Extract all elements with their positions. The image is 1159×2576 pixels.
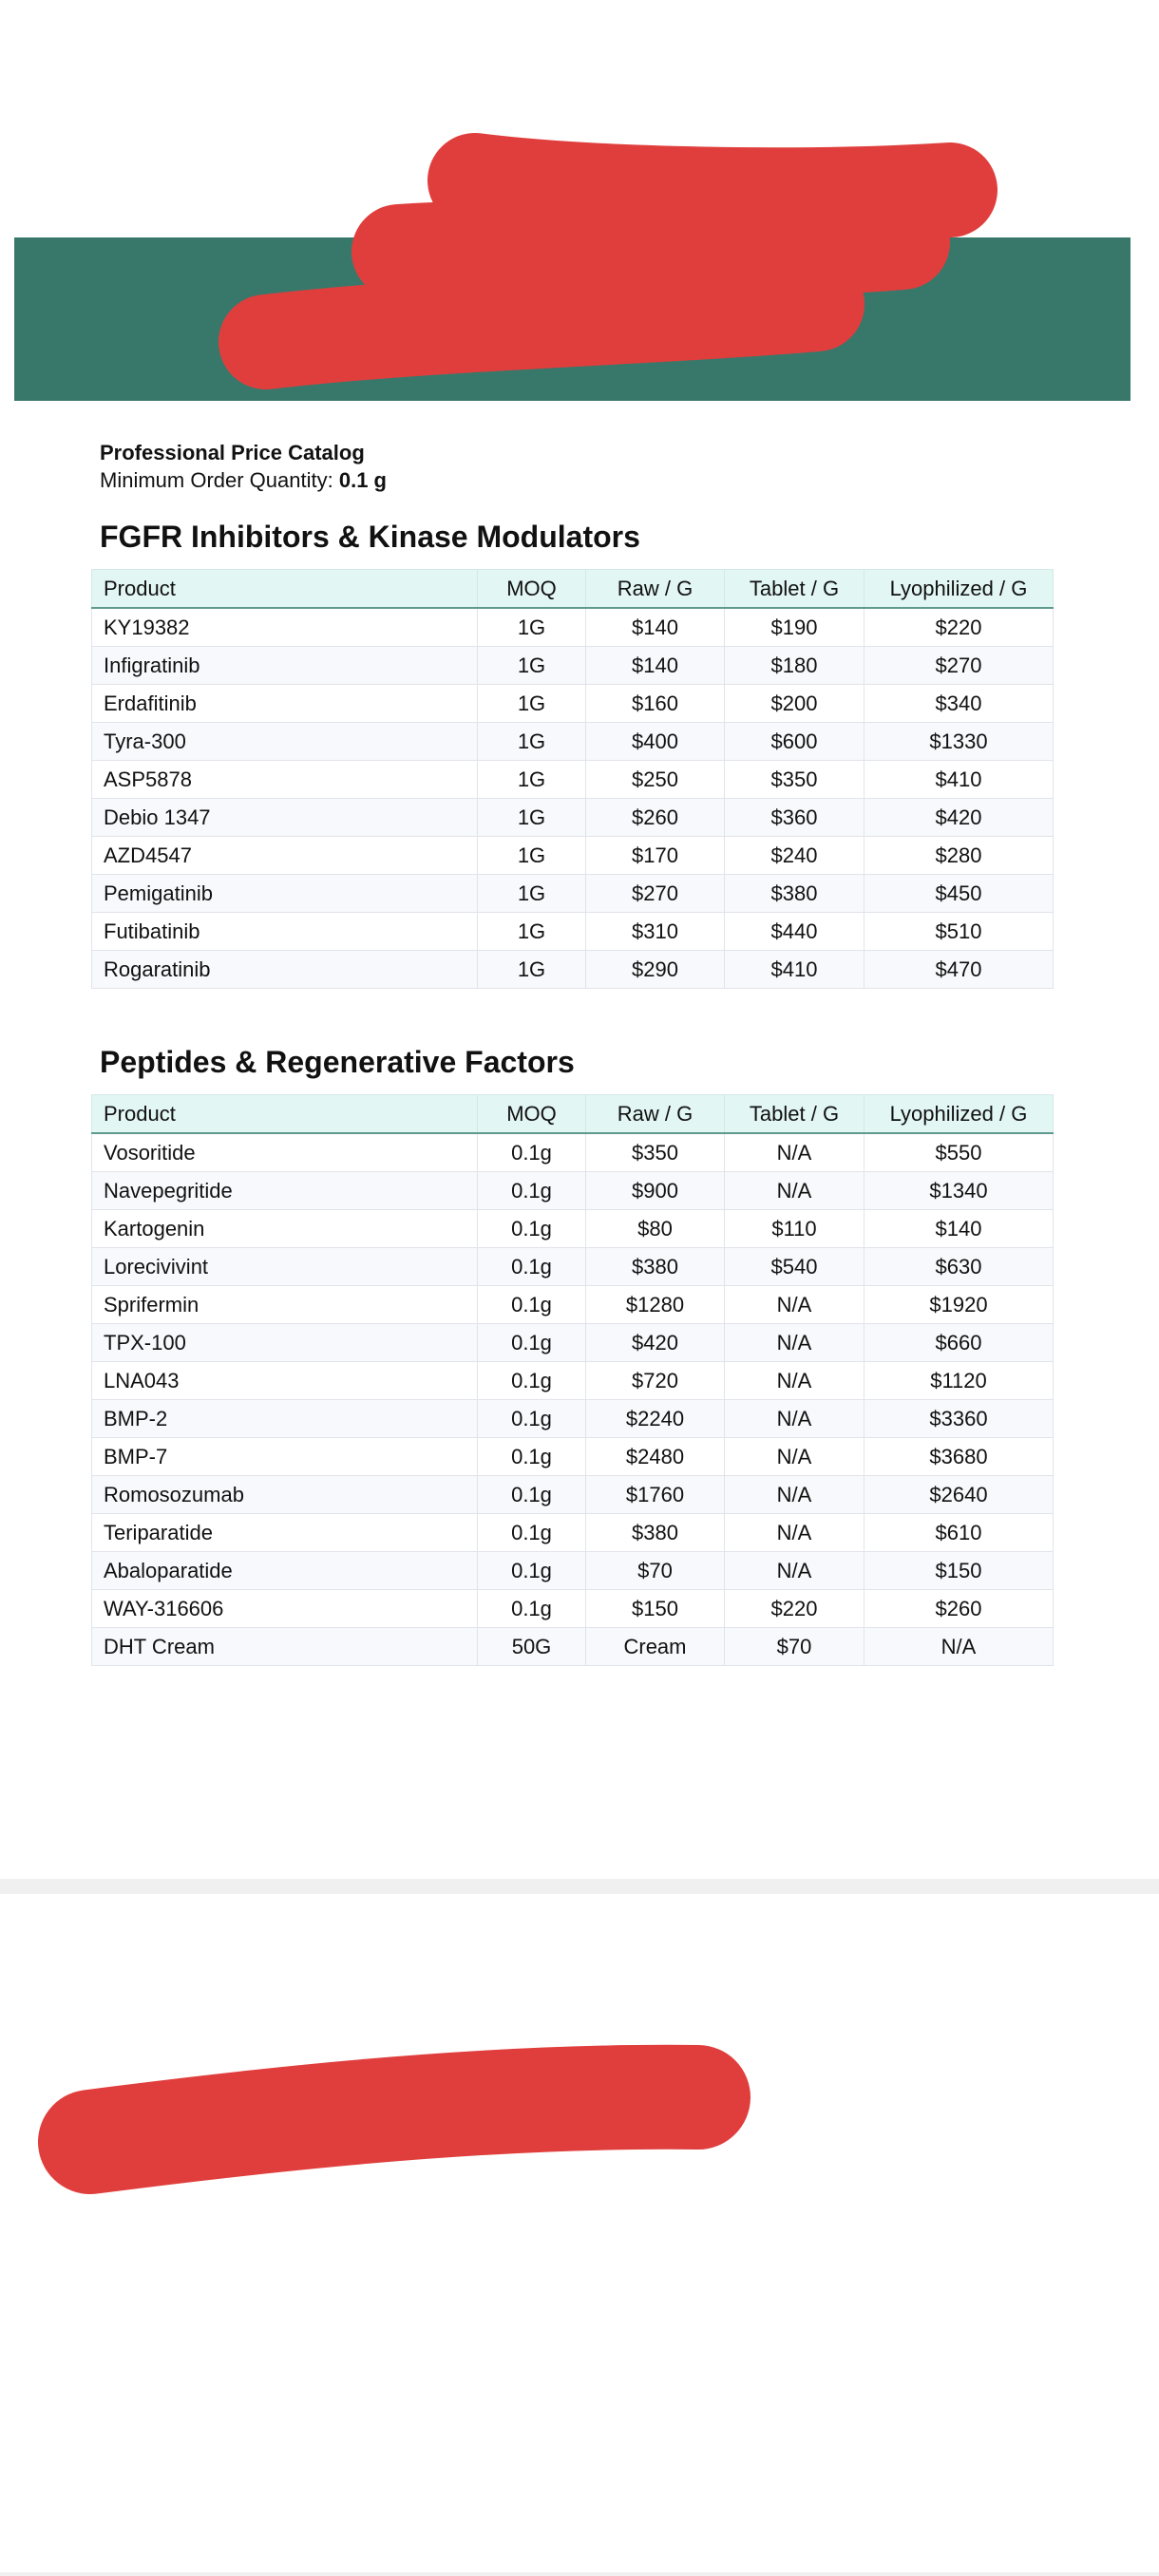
table-row [92,1590,1054,1628]
column-header-product: Product [92,1095,478,1134]
product-name: KY19382 [92,608,478,647]
product-name: Futibatinib [92,913,478,951]
column-header-moq: MOQ [478,570,586,609]
raw-price-cell: $80 [586,1210,725,1248]
tablet-price-cell: $410 [725,951,864,989]
moq-cell: 1G [478,875,586,913]
table-header-row [92,570,1054,609]
moq-cell: 0.1g [478,1210,586,1248]
tablet-price-cell: N/A [725,1514,864,1552]
moq-cell: 1G [478,951,586,989]
product-name: Vosoritide [92,1133,478,1172]
table-row [92,1210,1054,1248]
lyophilized-price-cell: $2640 [864,1476,1054,1514]
tablet-price-cell: $540 [725,1248,864,1286]
table-row [92,799,1054,837]
product-name: BMP-2 [92,1400,478,1438]
page-divider [0,1879,1159,1894]
table-row [92,1286,1054,1324]
lyophilized-price-cell: $220 [864,608,1054,647]
tablet-price-cell: N/A [725,1438,864,1476]
moq-cell: 0.1g [478,1400,586,1438]
table-row [92,1362,1054,1400]
moq-cell: 0.1g [478,1362,586,1400]
section-title-peptides: Peptides & Regenerative Factors [100,1045,575,1079]
tablet-price-cell: $240 [725,837,864,875]
catalog-title: Professional Price Catalog [100,441,365,464]
column-header-lyophilized: Lyophilized / G [864,1095,1054,1134]
tablet-price-cell: $380 [725,875,864,913]
tablet-price-cell: N/A [725,1133,864,1172]
moq-cell: 1G [478,837,586,875]
raw-price-cell: Cream [586,1628,725,1666]
catalog-intro [100,439,387,494]
column-header-moq: MOQ [478,1095,586,1134]
moq-cell: 1G [478,799,586,837]
tablet-price-cell: N/A [725,1172,864,1210]
raw-price-cell: $1760 [586,1476,725,1514]
raw-price-cell: $1280 [586,1286,725,1324]
product-name: Abaloparatide [92,1552,478,1590]
product-name: ASP5878 [92,761,478,799]
raw-price-cell: $350 [586,1133,725,1172]
moq-cell: 1G [478,761,586,799]
raw-price-cell: $140 [586,647,725,685]
redaction-stroke-top [475,180,950,195]
lyophilized-price-cell: $610 [864,1514,1054,1552]
raw-price-cell: $270 [586,875,725,913]
moq-cell: 0.1g [478,1514,586,1552]
lyophilized-price-cell: $510 [864,913,1054,951]
lyophilized-price-cell: $140 [864,1210,1054,1248]
raw-price-cell: $150 [586,1590,725,1628]
table-row [92,913,1054,951]
product-name: Sprifermin [92,1286,478,1324]
raw-price-cell: $900 [586,1172,725,1210]
product-name: Teriparatide [92,1514,478,1552]
product-name: Navepegritide [92,1172,478,1210]
tablet-price-cell: $600 [725,723,864,761]
moq-cell: 1G [478,723,586,761]
tablet-price-cell: N/A [725,1476,864,1514]
column-header-raw: Raw / G [586,570,725,609]
moq-cell: 1G [478,608,586,647]
product-name: TPX-100 [92,1324,478,1362]
product-name: Rogaratinib [92,951,478,989]
moq-cell: 1G [478,685,586,723]
table-row [92,875,1054,913]
lyophilized-price-cell: $660 [864,1324,1054,1362]
product-name: Debio 1347 [92,799,478,837]
tablet-price-cell: $110 [725,1210,864,1248]
lyophilized-price-cell: $150 [864,1552,1054,1590]
moq-cell: 0.1g [478,1590,586,1628]
lyophilized-price-cell: $1340 [864,1172,1054,1210]
column-header-product: Product [92,570,478,609]
raw-price-cell: $310 [586,913,725,951]
product-name: BMP-7 [92,1438,478,1476]
table-row [92,1438,1054,1476]
raw-price-cell: $720 [586,1362,725,1400]
moq-cell: 0.1g [478,1324,586,1362]
moq-line [100,466,387,494]
raw-price-cell: $260 [586,799,725,837]
tablet-price-cell: N/A [725,1400,864,1438]
moq-cell: 0.1g [478,1286,586,1324]
table-row [92,1248,1054,1286]
moq-cell: 1G [478,913,586,951]
raw-price-cell: $380 [586,1248,725,1286]
product-name: Romosozumab [92,1476,478,1514]
lyophilized-price-cell: $270 [864,647,1054,685]
product-name: WAY-316606 [92,1590,478,1628]
tablet-price-cell: $200 [725,685,864,723]
tablet-price-cell: $440 [725,913,864,951]
table-row [92,608,1054,647]
tablet-price-cell: N/A [725,1324,864,1362]
lyophilized-price-cell: $340 [864,685,1054,723]
product-name: Tyra-300 [92,723,478,761]
table-row [92,647,1054,685]
product-name: Lorecivivint [92,1248,478,1286]
product-name: Erdafitinib [92,685,478,723]
lyophilized-price-cell: $1330 [864,723,1054,761]
lyophilized-price-cell: $550 [864,1133,1054,1172]
tablet-price-cell: $350 [725,761,864,799]
moq-cell: 0.1g [478,1248,586,1286]
raw-price-cell: $70 [586,1552,725,1590]
tablet-price-cell: N/A [725,1552,864,1590]
tablet-price-cell: N/A [725,1362,864,1400]
raw-price-cell: $170 [586,837,725,875]
column-header-tablet: Tablet / G [725,1095,864,1134]
column-header-tablet: Tablet / G [725,570,864,609]
raw-price-cell: $380 [586,1514,725,1552]
moq-cell: 0.1g [478,1552,586,1590]
product-name: Infigratinib [92,647,478,685]
lyophilized-price-cell: $410 [864,761,1054,799]
lyophilized-price-cell: $280 [864,837,1054,875]
moq-cell: 50G [478,1628,586,1666]
moq-label: Minimum Order Quantity: [100,468,339,492]
table-row [92,951,1054,989]
product-name: Kartogenin [92,1210,478,1248]
table-row [92,837,1054,875]
raw-price-cell: $2480 [586,1438,725,1476]
table-row [92,1514,1054,1552]
product-name: LNA043 [92,1362,478,1400]
raw-price-cell: $160 [586,685,725,723]
table-row [92,685,1054,723]
lyophilized-price-cell: $630 [864,1248,1054,1286]
raw-price-cell: $140 [586,608,725,647]
lyophilized-price-cell: N/A [864,1628,1054,1666]
tablet-price-cell: $70 [725,1628,864,1666]
raw-price-cell: $400 [586,723,725,761]
moq-cell: 0.1g [478,1476,586,1514]
product-name: Pemigatinib [92,875,478,913]
tablet-price-cell: $180 [725,647,864,685]
moq-value: 0.1 g [338,468,387,492]
product-name: AZD4547 [92,837,478,875]
table-row [92,1476,1054,1514]
table-row [92,1400,1054,1438]
moq-cell: 1G [478,647,586,685]
price-table-fgfr [91,569,1054,989]
tablet-price-cell: $220 [725,1590,864,1628]
table-row [92,1552,1054,1590]
column-header-raw: Raw / G [586,1095,725,1134]
lyophilized-price-cell: $450 [864,875,1054,913]
lyophilized-price-cell: $260 [864,1590,1054,1628]
table-row [92,1133,1054,1172]
raw-price-cell: $2240 [586,1400,725,1438]
table-row [92,723,1054,761]
header-band [14,237,1130,401]
table-header-row [92,1095,1054,1134]
table-row [92,1628,1054,1666]
moq-cell: 0.1g [478,1172,586,1210]
column-header-lyophilized: Lyophilized / G [864,570,1054,609]
tablet-price-cell: $360 [725,799,864,837]
redaction-stroke-footer [90,2097,698,2142]
moq-cell: 0.1g [478,1438,586,1476]
lyophilized-price-cell: $470 [864,951,1054,989]
section-title-fgfr: FGFR Inhibitors & Kinase Modulators [100,520,640,554]
table-row [92,1172,1054,1210]
raw-price-cell: $250 [586,761,725,799]
price-table-peptides [91,1094,1054,1666]
table-row [92,761,1054,799]
lyophilized-price-cell: $3680 [864,1438,1054,1476]
lyophilized-price-cell: $420 [864,799,1054,837]
lyophilized-price-cell: $3360 [864,1400,1054,1438]
raw-price-cell: $290 [586,951,725,989]
tablet-price-cell: $190 [725,608,864,647]
moq-cell: 0.1g [478,1133,586,1172]
table-row [92,1324,1054,1362]
page-divider-bottom [0,2572,1159,2576]
lyophilized-price-cell: $1120 [864,1362,1054,1400]
raw-price-cell: $420 [586,1324,725,1362]
lyophilized-price-cell: $1920 [864,1286,1054,1324]
tablet-price-cell: N/A [725,1286,864,1324]
product-name: DHT Cream [92,1628,478,1666]
